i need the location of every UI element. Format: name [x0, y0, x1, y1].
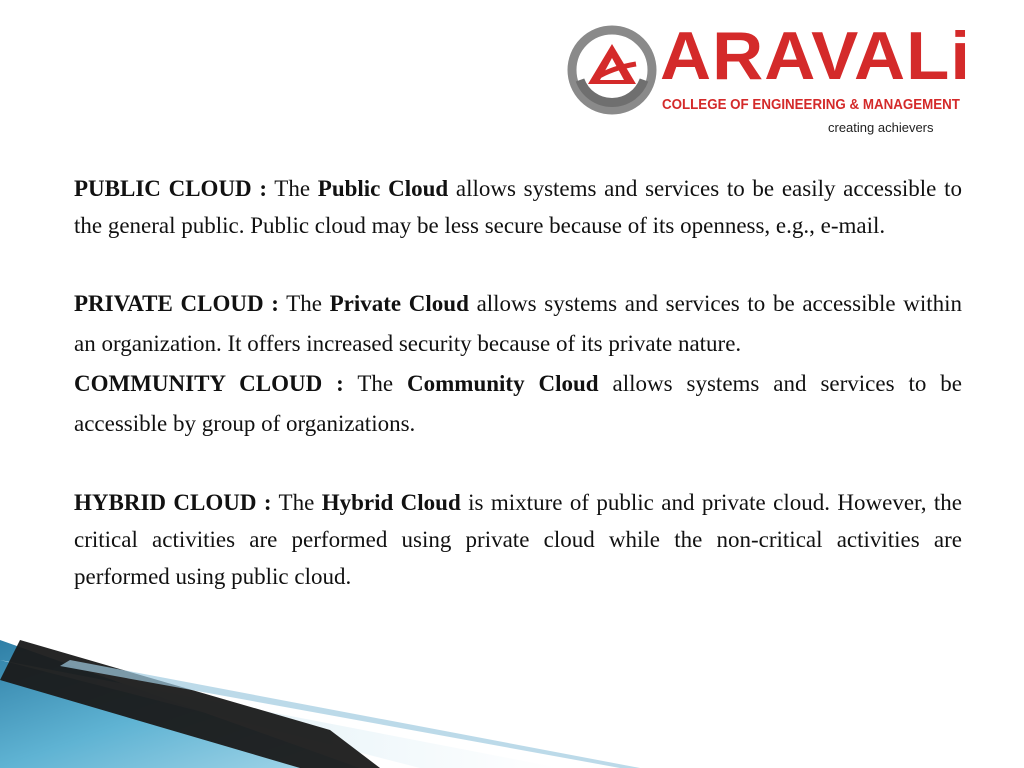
public-cloud-paragraph: [74, 170, 962, 244]
public-cloud-term: Public Cloud: [317, 176, 449, 201]
hybrid-cloud-heading: HYBRID CLOUD :: [74, 490, 272, 515]
public-cloud-heading: PUBLIC CLOUD :: [74, 176, 268, 201]
community-cloud-term: Community Cloud: [407, 371, 599, 396]
spacer: [74, 244, 962, 284]
hybrid-cloud-lead: The: [278, 490, 315, 515]
community-cloud-text: allows systems and services to be accessible by group of organizations.: [74, 371, 963, 436]
public-cloud-lead: The: [274, 176, 311, 201]
hybrid-cloud-term: Hybrid Cloud: [321, 490, 461, 515]
logo-college-name: COLLEGE OF ENGINEERING & MANAGEMENT: [662, 97, 960, 113]
logo-wordmark: ARAVALi: [660, 18, 972, 94]
aravali-emblem-icon: [566, 24, 658, 116]
community-cloud-heading: COMMUNITY CLOUD :: [74, 371, 344, 396]
slide-content: [74, 170, 962, 595]
community-cloud-paragraph: [74, 364, 962, 444]
private-cloud-term: Private Cloud: [329, 291, 469, 316]
college-logo: [566, 18, 972, 142]
private-cloud-heading: PRIVATE CLOUD :: [74, 291, 279, 316]
private-cloud-paragraph: [74, 284, 962, 364]
private-cloud-lead: The: [286, 291, 322, 316]
private-cloud-text: allows systems and services to be accessible within an organization. It offers increased security because of its private nature.: [74, 291, 963, 356]
hybrid-cloud-text: is mixture of public and private cloud. However, the critical activities are performed using private cloud while the non-critical activities are performed using public cloud.: [74, 490, 963, 589]
hybrid-cloud-paragraph: [74, 484, 962, 595]
community-cloud-lead: The: [357, 371, 394, 396]
logo-tagline: creating achievers: [828, 120, 934, 135]
decorative-swoosh: [0, 640, 1024, 768]
public-cloud-text: allows systems and services to be easily accessible to the general public. Public cloud may be less secure because of its openness, e.g., e-mail.: [74, 176, 962, 238]
spacer: [74, 444, 962, 484]
